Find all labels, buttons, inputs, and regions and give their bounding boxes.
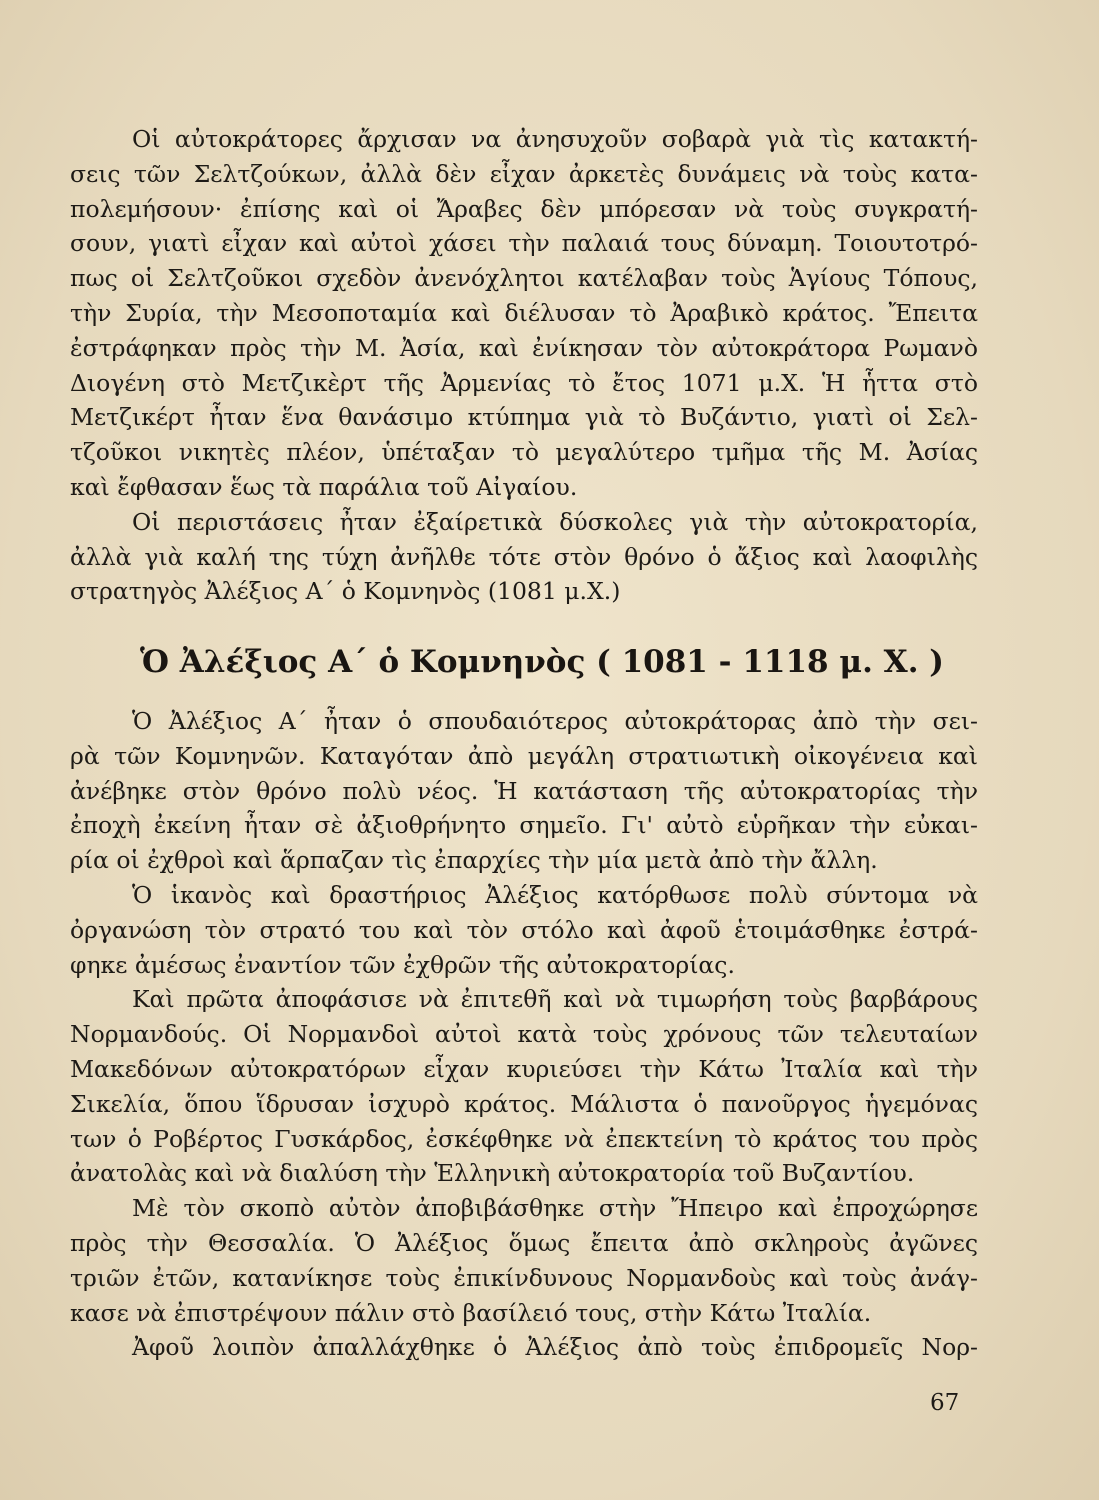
text-line: Ὁ ἱκανὸς καὶ δραστήριος Ἀλέξιος κατόρθωσε πολὺ σύντομα νὰ	[132, 880, 978, 909]
text-line: τζοῦκοι νικητὲς πλέον, ὑπέταξαν τὸ μεγαλύτερο τμῆμα τῆς Μ. Ἀσίας	[70, 438, 978, 467]
text-line: ἐστράφηκαν πρὸς τὴν Μ. Ἀσία, καὶ ἐνίκησαν τὸν αὐτοκράτορα Ρωμανὸ	[70, 333, 978, 362]
paragraph	[70, 1191, 978, 1330]
text-line: Νορμανδούς. Οἱ Νορμανδοὶ αὐτοὶ κατὰ τοὺς χρόνους τῶν τελευταίων	[70, 1020, 978, 1049]
text-line: ἀλλὰ γιὰ καλή της τύχη ἀνῆλθε τότε στὸν θρόνο ὁ ἄξιος καὶ λαοφιλὴς	[70, 542, 978, 571]
section-heading: Ὁ Ἀλέξιος Α΄ ὁ Κομνηνὸς ( 1081 - 1118 μ. Χ. )	[140, 644, 944, 680]
text-line: σεις τῶν Σελτζούκων, ἀλλὰ δὲν εἶχαν ἀρκετὲς δυνάμεις νὰ τοὺς κατα-	[70, 159, 978, 188]
text-line: ἐποχὴ ἐκείνη ἦταν σὲ ἀξιοθρήνητο σημεῖο. Γι' αὐτὸ εὑρῆκαν τὴν εὐκαι-	[70, 811, 978, 840]
page-number: 67	[930, 1390, 960, 1416]
text-line: Διογένη στὸ Μετζικὲρτ τῆς Ἀρμενίας τὸ ἔτος 1071 μ.Χ. Ἡ ἧττα στὸ	[70, 368, 978, 397]
text-line: ὀργανώση τὸν στρατό του καὶ τὸν στόλο καὶ ἀφοῦ ἑτοιμάσθηκε ἐστρά-	[70, 915, 978, 944]
paragraph	[70, 878, 978, 982]
text-line: Ἀφοῦ λοιπὸν ἀπαλλάχθηκε ὁ Ἀλέξιος ἀπὸ τοὺς ἐπιδρομεῖς Νορ-	[132, 1333, 978, 1362]
text-line: Μακεδόνων αὐτοκρατόρων εἶχαν κυριεύσει τὴν Κάτω Ἰταλία καὶ τὴν	[70, 1054, 978, 1083]
text-line: Ὁ Ἀλέξιος Α΄ ἦταν ὁ σπουδαιότερος αὐτοκράτορας ἀπὸ τὴν σει-	[132, 707, 978, 735]
text-line: Καὶ πρῶτα ἀποφάσισε νὰ ἐπιτεθῆ καὶ νὰ τιμωρήση τοὺς βαρβάρους	[132, 985, 978, 1014]
text-line: πολεμήσουν· ἐπίσης καὶ οἱ Ἄραβες δὲν μπόρεσαν νὰ τοὺς συγκρατή-	[70, 194, 978, 223]
text-line: πως οἱ Σελτζοῦκοι σχεδὸν ἀνενόχλητοι κατέλαβαν τοὺς Ἁγίους Τόπους,	[70, 264, 978, 293]
text-line: Σικελία, ὅπου ἵδρυσαν ἰσχυρὸ κράτος. Μάλιστα ὁ πανοῦργος ἡγεμόνας	[70, 1089, 978, 1118]
text-line: πρὸς τὴν Θεσσαλία. Ὁ Ἀλέξιος ὅμως ἔπειτα ἀπὸ σκληροὺς ἀγῶνες	[70, 1228, 978, 1257]
section-1-text	[70, 122, 978, 609]
text-line: Οἱ αὐτοκράτορες ἄρχισαν να ἀνησυχοῦν σοβαρὰ γιὰ τὶς κατακτή-	[132, 125, 978, 153]
text-line: τὴν Συρία, τὴν Μεσοποταμία καὶ διέλυσαν τὸ Ἀραβικὸ κράτος. Ἔπειτα	[70, 298, 978, 327]
text-line: στρατηγὸς Ἀλέξιος Α΄ ὁ Κομνηνὸς (1081 μ.Χ.)	[70, 577, 621, 606]
text-line: των ὁ Ροβέρτος Γυσκάρδος, ἐσκέφθηκε νὰ ἐπεκτείνη τὸ κράτος του πρὸς	[70, 1124, 978, 1153]
paragraph	[70, 1330, 978, 1365]
text-line: τριῶν ἐτῶν, κατανίκησε τοὺς ἐπικίνδυνους Νορμανδοὺς καὶ τοὺς ἀνάγ-	[70, 1263, 978, 1292]
section-2-text	[70, 704, 978, 1365]
text-line: Οἱ περιστάσεις ἦταν ἐξαίρετικὰ δύσκολες γιὰ τὴν αὐτοκρατορία,	[132, 507, 978, 536]
text-line: σουν, γιατὶ εἶχαν καὶ αὐτοὶ χάσει τὴν παλαιά τους δύναμη. Τοιουτοτρό-	[70, 229, 978, 258]
text-line: φηκε ἀμέσως ἐναντίον τῶν ἐχθρῶν τῆς αὐτοκρατορίας.	[70, 950, 735, 979]
text-line: Μὲ τὸν σκοπὸ αὐτὸν ἀποβιβάσθηκε στὴν Ἤπειρο καὶ ἐπροχώρησε	[132, 1194, 978, 1223]
paragraph	[70, 122, 978, 505]
text-line: καὶ ἔφθασαν ἕως τὰ παράλια τοῦ Αἰγαίου.	[70, 472, 578, 501]
text-line: ρὰ τῶν Κομνηνῶν. Καταγόταν ἀπὸ μεγάλη στρατιωτικὴ οἰκογένεια καὶ	[70, 741, 978, 770]
paragraph	[70, 505, 978, 609]
text-line: ἀνατολὰς καὶ νὰ διαλύση τὴν Ἑλληνικὴ αὐτοκρατορία τοῦ Βυζαντίου.	[70, 1159, 915, 1188]
text-line: Μετζικέρτ ἦταν ἕνα θανάσιμο κτύπημα γιὰ τὸ Βυζάντιο, γιατὶ οἱ Σελ-	[70, 403, 978, 432]
paragraph	[70, 704, 978, 878]
paragraph	[70, 982, 978, 1191]
text-line: ἀνέβηκε στὸν θρόνο πολὺ νέος. Ἡ κατάσταση τῆς αὐτοκρατορίας τὴν	[70, 776, 978, 805]
text-line: ρία οἱ ἐχθροὶ καὶ ἅρπαζαν τὶς ἐπαρχίες τὴν μία μετὰ ἀπὸ τὴν ἄλλη.	[70, 846, 878, 875]
text-line: κασε νὰ ἐπιστρέψουν πάλιν στὸ βασίλειό τους, στὴν Κάτω Ἰταλία.	[70, 1298, 872, 1327]
